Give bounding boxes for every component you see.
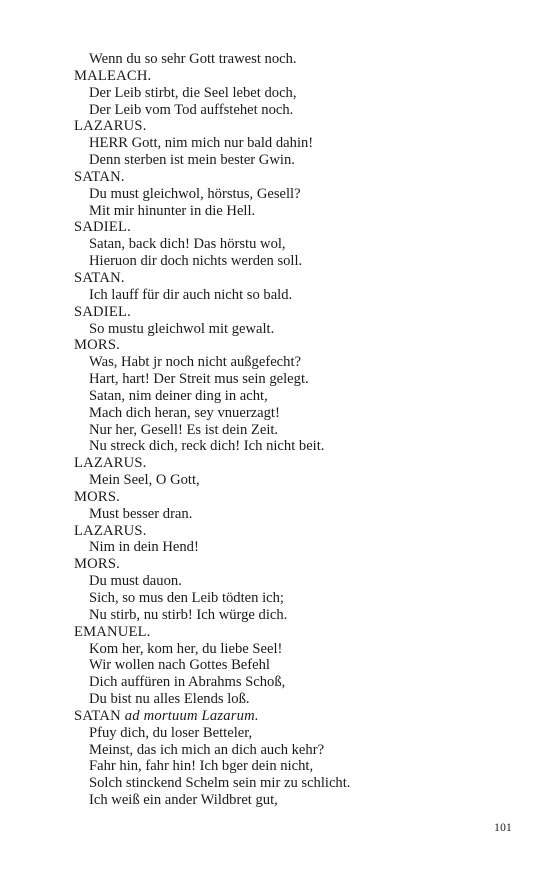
verse-text: Nur her, Gesell! Es ist dein Zeit. [89,421,279,438]
verse-text: Hart, hart! Der Streit mus sein gelegt. [89,371,309,388]
verse-text: Du bist nu alles Elends loß. [89,691,250,708]
verse-line [74,51,494,68]
verse-text: Ich lauff für dir auch nicht so bald. [89,286,293,303]
verse-line [74,253,494,270]
verse-text: Was, Habt jr noch nicht außgefecht? [89,354,301,371]
verse-line [74,102,494,119]
verse-line [74,472,494,489]
verse-line [74,371,494,388]
verse-text: Dich auffüren in Abrahms Schoß, [89,674,286,691]
verse-line [74,354,494,371]
verse-line [74,657,494,674]
verse-text: Must besser dran. [89,505,193,522]
verse-line [74,506,494,523]
verse-text: Mach dich heran, sey vnuerzagt! [89,404,280,421]
verse-text: Wenn du so sehr Gott trawest noch. [89,51,297,67]
verse-line [74,641,494,658]
page-number: 101 [494,822,512,834]
speaker-name [74,455,494,472]
verse-text: Nu streck dich, reck dich! Ich nicht beit. [89,438,325,455]
verse-line [74,287,494,304]
verse-text: Kom her, kom her, du liebe Seel! [89,640,283,657]
verse-line [74,691,494,708]
verse-line [74,388,494,405]
speaker-label: LAZARUS. [74,455,147,472]
verse-line [74,203,494,220]
speaker-name [74,337,494,354]
verse-line [74,775,494,792]
speaker-name [74,219,494,236]
verse-line [74,152,494,169]
speaker-name [74,304,494,321]
speaker-label: SATAN. [74,269,125,286]
verse-text: Nim in dein Hend! [89,539,199,556]
speaker-label: LAZARUS. [74,118,147,135]
verse-line [74,186,494,203]
verse-text: Du must dauon. [89,573,182,590]
verse-line [74,792,494,809]
verse-line [74,674,494,691]
verse-line [74,607,494,624]
verse-text: Solch stinckend Schelm sein mir zu schlicht. [89,775,351,792]
verse-line [74,758,494,775]
speaker-label: SADIEL. [74,219,131,236]
speaker-name [74,624,494,641]
speaker-name [74,489,494,506]
verse-text: So mustu gleichwol mit gewalt. [89,320,275,337]
speaker-name [74,169,494,186]
verse-text: Nu stirb, nu stirb! Ich würge dich. [89,606,288,623]
stage-direction: ad mortuum Lazarum. [124,707,259,724]
verse-line [74,321,494,338]
verse-line [74,590,494,607]
verse-text: HERR Gott, nim mich nur bald dahin! [89,135,314,152]
verse-text: Meinst, das ich mich an dich auch kehr? [89,741,325,758]
verse-line [74,422,494,439]
speaker-name [74,556,494,573]
verse-line [74,85,494,102]
verse-text: Der Leib vom Tod auffstehet noch. [89,101,294,118]
verse-text: Ich weiß ein ander Wildbret gut, [89,792,278,809]
speaker-label: MALEACH. [74,67,152,84]
speaker-name [74,68,494,85]
speaker-label: SATAN. [74,168,125,185]
play-text [74,51,494,809]
verse-text: Sich, so mus den Leib tödten ich; [89,590,284,606]
verse-text: Satan, nim deiner ding in acht, [89,387,268,404]
verse-text: Mit mir hinunter in die Hell. [89,202,256,219]
verse-text: Hieruon dir doch nichts werden soll. [89,253,303,270]
speaker-name [74,270,494,287]
verse-line [74,725,494,742]
verse-line [74,236,494,253]
verse-text: Satan, back dich! Das hörstu wol, [89,236,286,253]
verse-line [74,573,494,590]
speaker-label: EMANUEL. [74,623,151,640]
verse-text: Du must gleichwol, hörstus, Gesell? [89,185,301,202]
speaker-label: SATAN [74,707,121,724]
verse-text: Der Leib stirbt, die Seel lebet doch, [89,84,297,101]
speaker-label: LAZARUS. [74,522,147,539]
verse-line [74,438,494,455]
verse-line [74,742,494,759]
speaker-name [74,708,494,725]
speaker-label: MORS. [74,488,121,505]
verse-text: Pfuy dich, du loser Betteler, [89,724,253,741]
verse-text: Fahr hin, fahr hin! Ich bger dein nicht, [89,758,314,775]
verse-line [74,539,494,556]
speaker-label: MORS. [74,337,121,354]
verse-text: Wir wollen nach Gottes Befehl [89,657,270,674]
speaker-name [74,523,494,540]
verse-line [74,135,494,152]
verse-text: Denn sterben ist mein bester Gwin. [89,152,295,169]
speaker-name [74,118,494,135]
speaker-label: MORS. [74,556,121,573]
verse-line [74,405,494,422]
speaker-label: SADIEL. [74,303,131,320]
verse-text: Mein Seel, O Gott, [89,472,200,489]
